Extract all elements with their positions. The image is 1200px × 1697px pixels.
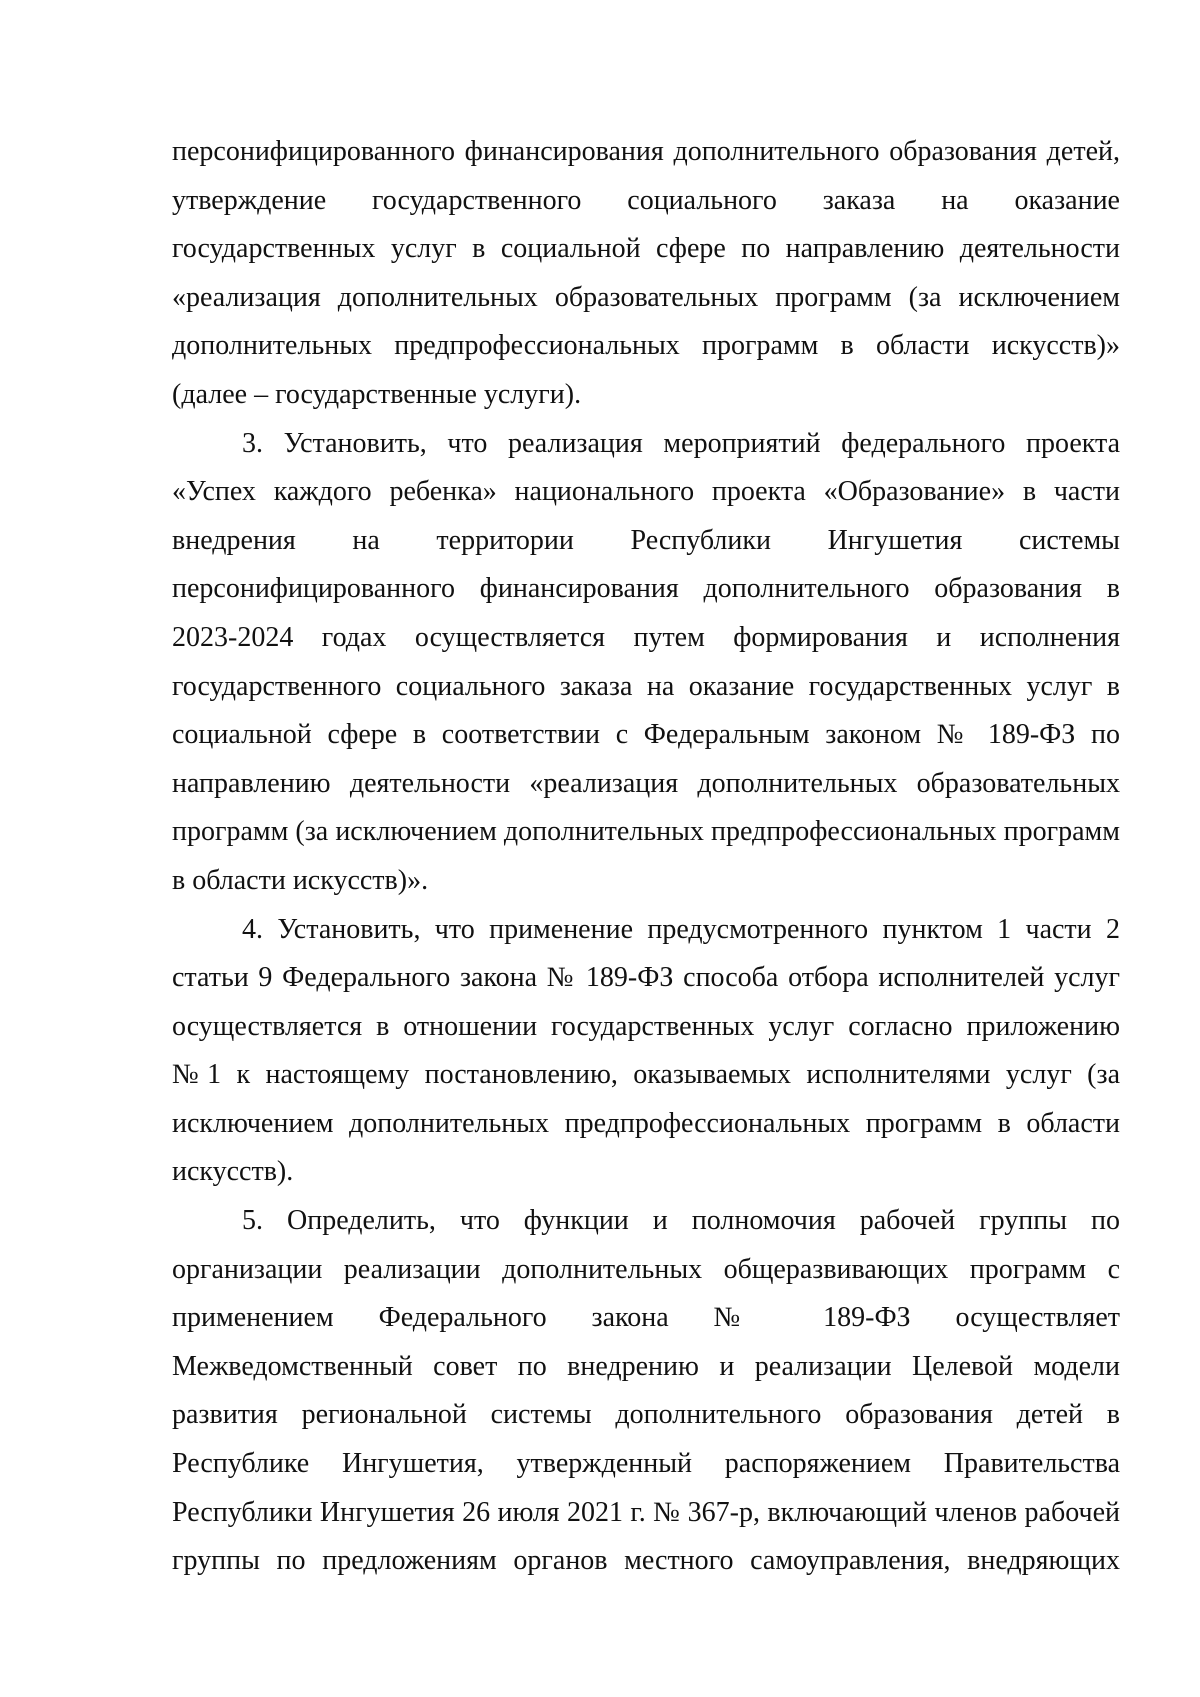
paragraph-line: государственных услуг в социальной сфере по направлению деятельности bbox=[172, 233, 1120, 265]
paragraph-line: 2023-2024 годах осуществляется путем формирования и исполнения bbox=[172, 621, 1120, 653]
paragraph-line: «Успех каждого ребенка» национального проекта «Образование» в части bbox=[172, 476, 1120, 508]
paragraph-line: №1 к настоящему постановлению, оказываемых исполнителями услуг (за bbox=[172, 1059, 1120, 1091]
paragraph-line: осуществляется в отношении государственных услуг согласно приложению bbox=[172, 1010, 1120, 1042]
paragraph-line: организации реализации дополнительных общеразвивающих программ с bbox=[172, 1253, 1120, 1285]
paragraph-line: программ (за исключением дополнительных предпрофессиональных bbox=[172, 816, 997, 848]
paragraph-line: группы по предложениям органов местного самоуправления, внедряющих bbox=[172, 1545, 1120, 1577]
paragraph-line: утверждение государственного социального заказа на оказание bbox=[172, 184, 1120, 216]
paragraph-line: 5. Определить, что функции и полномочия рабочей группы по bbox=[242, 1205, 1120, 1237]
document-body bbox=[172, 128, 1120, 1586]
paragraph-line: социальной сфере в соответствии с Федеральным законом № 189-ФЗ по bbox=[172, 719, 1120, 751]
paragraph-line: «реализация дополнительных образовательных программ (за исключением bbox=[172, 281, 1120, 313]
paragraph-line: развития региональной системы дополнительного образования детей в bbox=[172, 1399, 1120, 1431]
paragraph-item-5 bbox=[172, 1197, 1120, 1586]
paragraph-line: (далее – государственные услуги). bbox=[172, 378, 582, 410]
paragraph-line: персонифицированного финансирования дополнительного образования детей, bbox=[172, 136, 1120, 167]
paragraph-line: 3. Установить, что реализация мероприятий федерального проекта bbox=[242, 427, 1120, 459]
paragraph-line: дополнительных предпрофессиональных программ в области искусств)» bbox=[172, 330, 1120, 362]
paragraph-line: программ в области искусств)». bbox=[172, 816, 1120, 896]
paragraph-continuation bbox=[172, 128, 1120, 420]
paragraph-item-3 bbox=[172, 420, 1120, 906]
paragraph-line: Республики Ингушетия 26 июля 2021 г. № 367-р, включающий членов рабочей bbox=[172, 1496, 1120, 1528]
paragraph-line: искусств). bbox=[172, 1156, 294, 1188]
paragraph-line: исключением дополнительных предпрофессиональных программ в области bbox=[172, 1107, 1120, 1139]
paragraph-line: Межведомственный совет по внедрению и реализации Целевой модели bbox=[172, 1350, 1120, 1382]
paragraph-line: направлению деятельности «реализация дополнительных образовательных bbox=[172, 767, 1120, 799]
paragraph-line: внедрения на территории Республики Ингушетия системы bbox=[172, 524, 1120, 556]
paragraph-line: Республике Ингушетия, утвержденный распоряжением Правительства bbox=[172, 1448, 1120, 1480]
paragraph-line: применением Федерального закона № 189-ФЗ осуществляет bbox=[172, 1302, 1120, 1334]
paragraph-line: статьи 9 Федерального закона № 189-ФЗ способа отбора исполнителей услуг bbox=[172, 962, 1120, 994]
paragraph-line: государственного социального заказа на оказание государственных услуг в bbox=[172, 670, 1120, 702]
paragraph-item-4 bbox=[172, 906, 1120, 1198]
paragraph-line: 4. Установить, что применение предусмотренного пунктом 1 части 2 bbox=[242, 913, 1120, 945]
paragraph-line: персонифицированного финансирования дополнительного образования в bbox=[172, 573, 1120, 605]
